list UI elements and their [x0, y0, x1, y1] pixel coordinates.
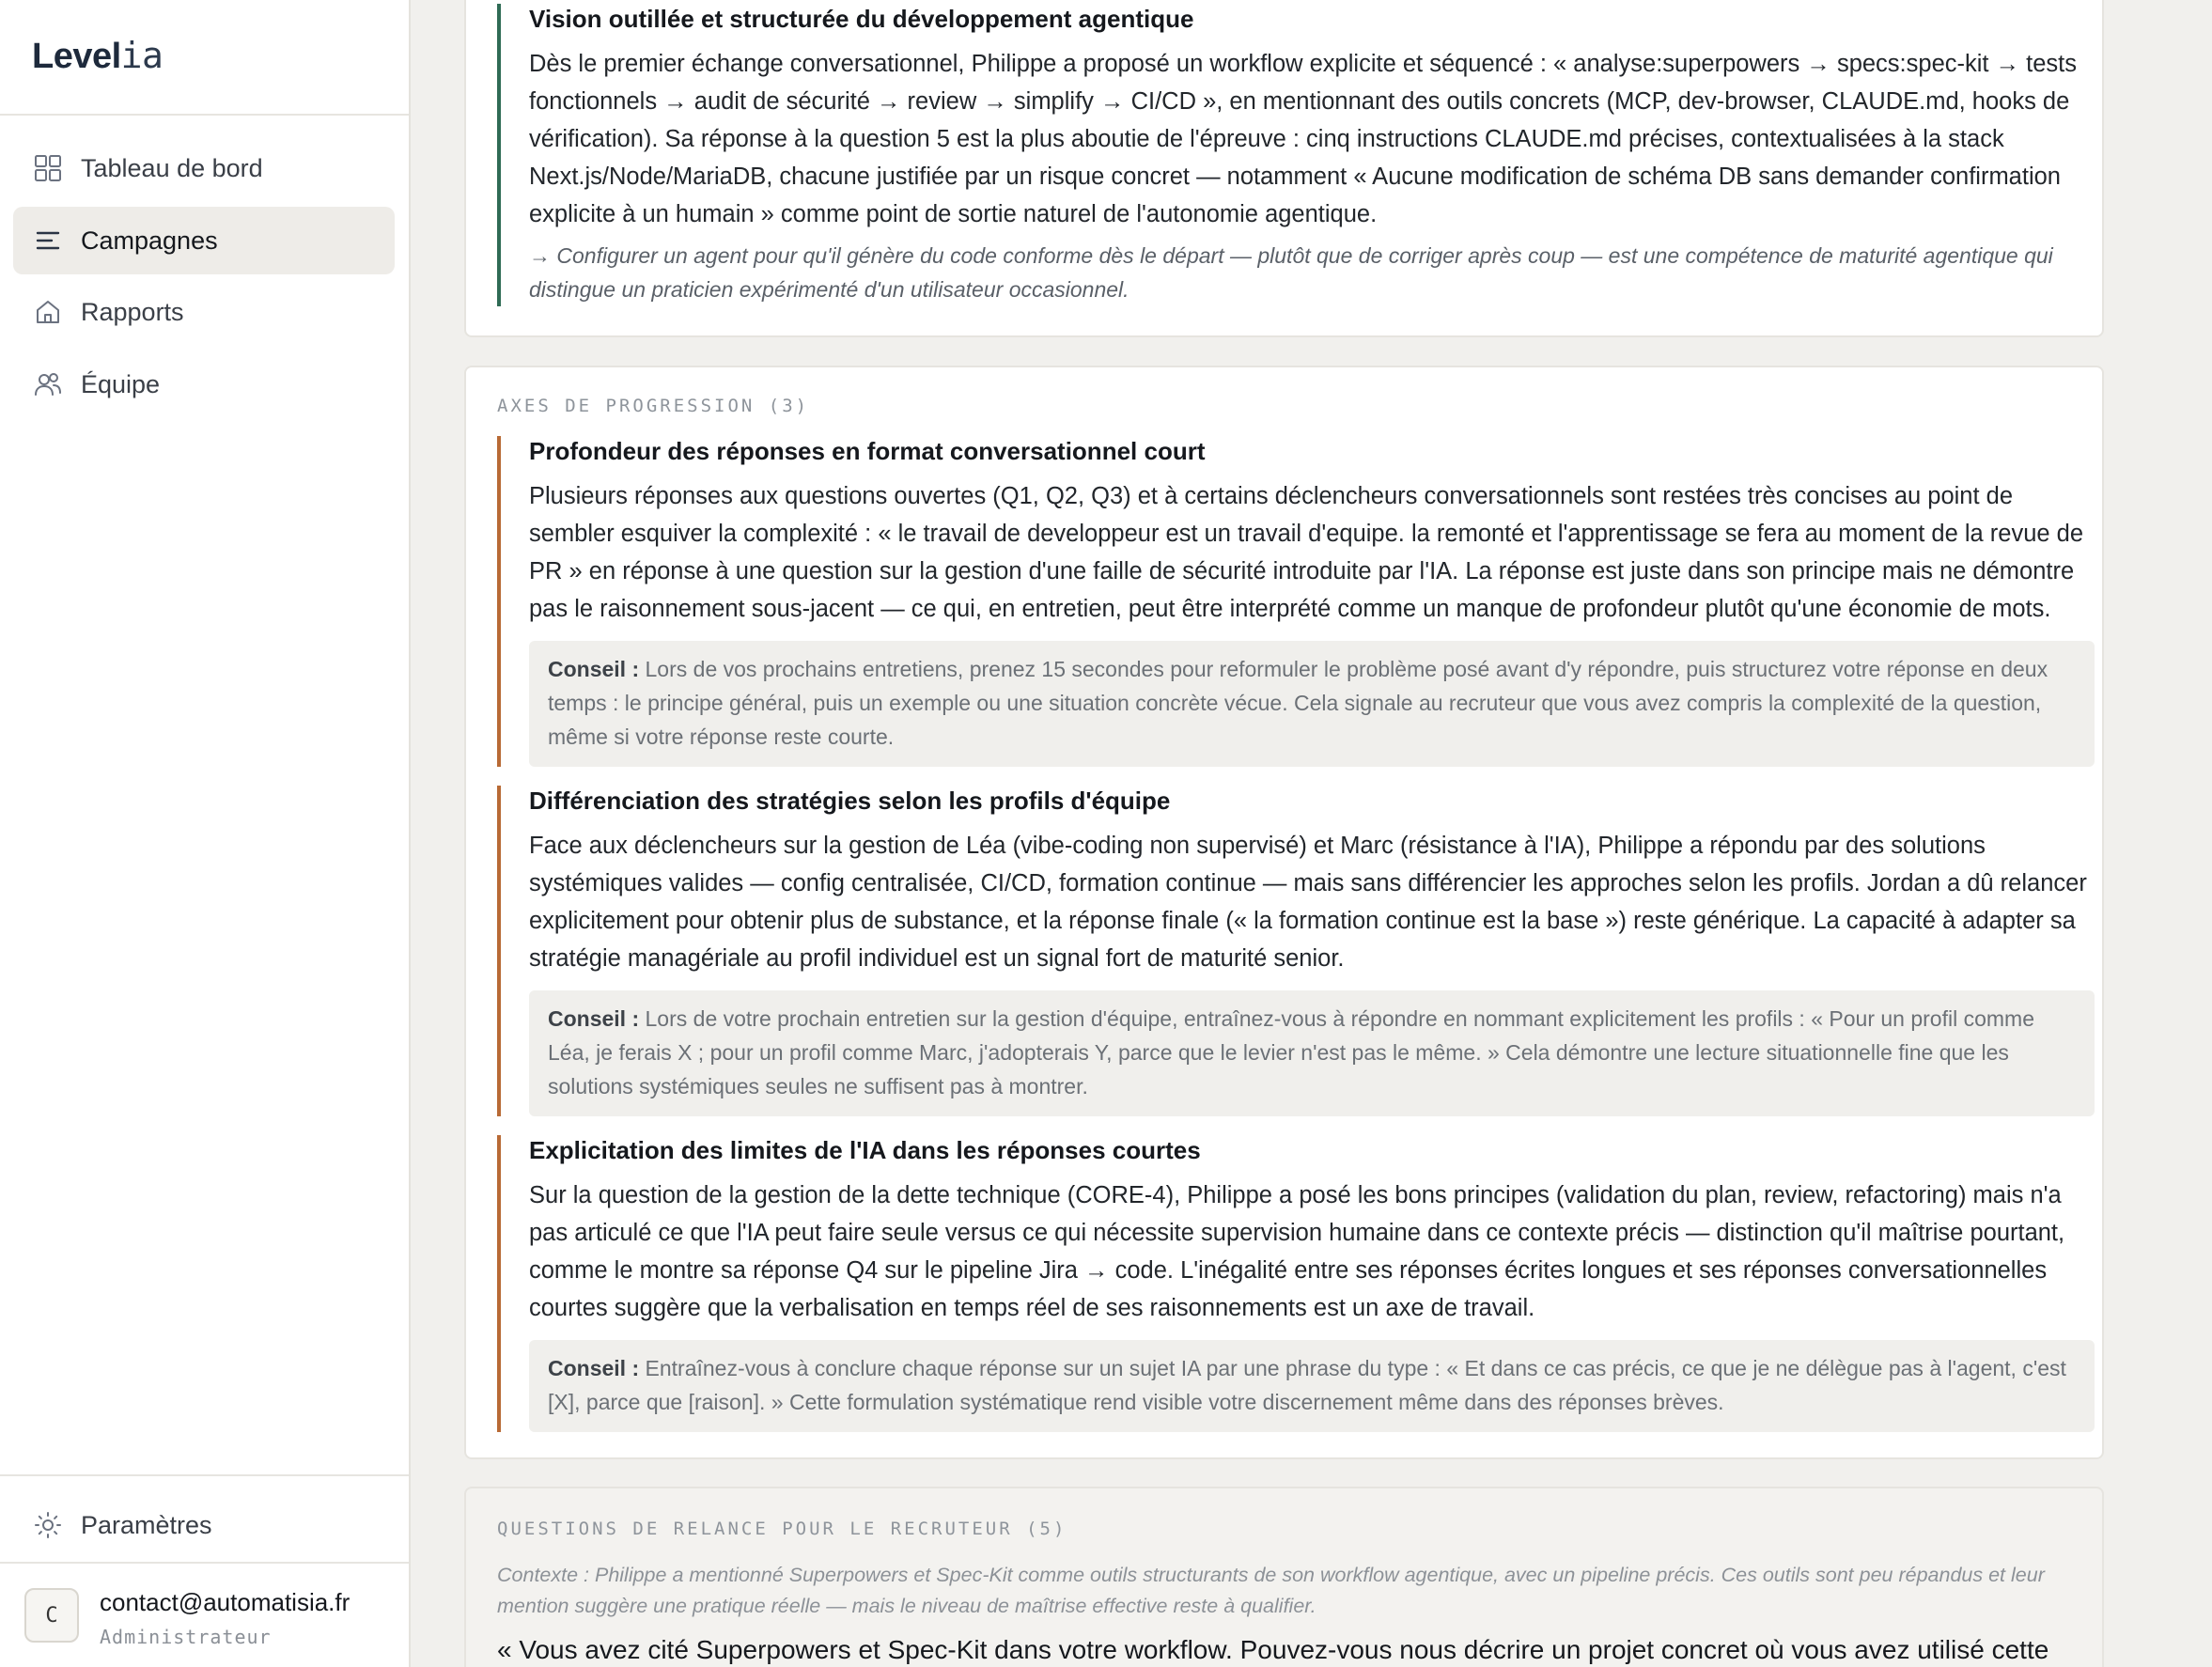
- settings-sun-icon: [32, 1509, 64, 1541]
- strengths-card: [464, 0, 2104, 337]
- logo-main-text: Level: [32, 37, 121, 76]
- nav-item-settings[interactable]: [13, 1491, 395, 1559]
- progression-item-title: Profondeur des réponses en format conversationnel court: [529, 437, 1206, 465]
- user-account-block[interactable]: [0, 1564, 409, 1667]
- nav-label-dashboard: Tableau de bord: [81, 153, 263, 182]
- logo-suffix-text: ia: [120, 35, 164, 76]
- nav-label-team: Équipe: [81, 369, 161, 398]
- progression-item-title: Explicitation des limites de l'IA dans les réponses courtes: [529, 1136, 1201, 1164]
- progression-item: [497, 786, 2095, 1116]
- nav-label-settings: Paramètres: [81, 1510, 212, 1539]
- advice-text: Entraînez-vous à conclure chaque réponse sur un sujet IA par une phrase du type : « Et dans ce cas précis, ce que je ne délègue pas à l'agent, c'est [X], parce que [raison]. » Cette formulation systématique rend visible votre discernement même dans des réponses brèves.: [548, 1355, 2066, 1414]
- list-lines-icon: [32, 225, 64, 257]
- advice-text: Lors de vos prochains entretiens, prenez 15 secondes pour reformuler le problème posé avant d'y répondre, puis structurez votre réponse en deux temps : le principe général, puis un exemple ou une situation concrète vécue. Cela signale au recruteur que vous avez compris la complexité de la question, même si votre réponse reste courte.: [548, 656, 2048, 749]
- advice-box: [529, 1340, 2095, 1432]
- nav-item-dashboard[interactable]: [13, 134, 395, 202]
- avatar: C: [24, 1588, 79, 1643]
- progression-heading: AXES DE PROGRESSION (3): [497, 396, 810, 416]
- home-icon: [32, 296, 64, 328]
- progression-item: [497, 1135, 2095, 1432]
- nav-item-team[interactable]: [13, 351, 395, 418]
- nav-label-campaigns: Campagnes: [81, 226, 218, 255]
- strength-note: → Configurer un agent pour qu'il génère du code conforme dès le départ — plutôt que de corriger après coup — est une compétence de maturité agentique qui distingue un praticien expérimenté d'un utilisateur occasionnel.: [529, 242, 2053, 302]
- progression-item-body: Sur la question de la gestion de la dette technique (CORE-4), Philippe a posé les bons principes (validation du plan, review, refactoring) mais n'a pas articulé ce que l'IA peut faire seule versus ce qui nécessite supervision humaine dans ce contexte précis — distinction qu'il maîtrise pourtant, comme le montre sa réponse Q4 sur le pipeline Jira → code. L'inégalité entre ses réponses écrites longues et ses réponses conversationnelles courtes suggère que la verbalisation en temps réel de ses raisonnements est un axe de travail.: [529, 1181, 2065, 1321]
- sidebar: [0, 0, 411, 1667]
- app-logo[interactable]: [32, 35, 164, 76]
- nav-label-reports: Rapports: [81, 297, 184, 326]
- strength-item: [497, 4, 2095, 306]
- progression-item-title: Différenciation des stratégies selon les profils d'équipe: [529, 787, 1171, 815]
- nav-item-reports[interactable]: [13, 278, 395, 346]
- advice-label: Conseil :: [548, 1355, 640, 1380]
- advice-label: Conseil :: [548, 1005, 640, 1031]
- followup-question: « Vous avez cité Superpowers et Spec-Kit dans votre workflow. Pouvez-vous nous décrire un projet concret où vous avez utilisé cette: [497, 1635, 2049, 1664]
- progression-card: [464, 366, 2104, 1459]
- team-icon: [32, 368, 64, 400]
- advice-text: Lors de votre prochain entretien sur la gestion d'équipe, entraînez-vous à répondre en nommant explicitement les profils : « Pour un profil comme Léa, je ferais X ; pour un profil comme Marc, j'adopterais Y, parce que le levier n'est pas le même. » Cela démontre une lecture situationnelle fine que les solutions systémiques seules ne suffisent pas à montrer.: [548, 1005, 2034, 1098]
- advice-box: [529, 641, 2095, 767]
- progression-item-body: Plusieurs réponses aux questions ouvertes (Q1, Q2, Q3) et à certains déclencheurs conversationnels sont restées très concises au point de sembler esquiver la complexité : « le travail de developpeur est un travail d'equipe. la remonté et l'apprentissage se fera au moment de la revue de PR » en réponse à une question sur la gestion d'une faille de sécurité introduite par l'IA. La réponse est juste dans son principe mais ne démontre pas le raisonnement sous-jacent — ce qui, en entretien, peut être interprété comme un manque de profondeur plutôt qu'une économie de mots.: [529, 482, 2084, 622]
- followup-heading: QUESTIONS DE RELANCE POUR LE RECRUTEUR (5): [497, 1519, 1067, 1539]
- followup-context: Contexte : Philippe a mentionné Superpowers et Spec-Kit comme outils structurants de son workflow agentique, avec un pipeline précis. Ces outils sont peu répandus et leur mention suggère une pratique réelle — mais le niveau de maîtrise effective reste à qualifier.: [497, 1564, 2045, 1617]
- advice-box: [529, 990, 2095, 1116]
- strength-body: Dès le premier échange conversationnel, Philippe a proposé un workflow explicite et séquencé : « analyse:superpowers → specs:spec-kit → tests fonctionnels → audit de sécurité → review → simplify → CI/CD », en mentionnant des outils concrets (MCP, dev-browser, CLAUDE.md, hooks de vérification). Sa réponse à la question 5 est la plus aboutie de l'épreuve : cinq instructions CLAUDE.md précises, contextualisées à la stack Next.js/Node/MariaDB, chacune justifiée par un risque concret — notamment « Aucune modification de schéma DB sans demander confirmation explicite à un humain » comme point de sortie naturel de l'autonomie agentique.: [529, 50, 2078, 227]
- nav-item-campaigns[interactable]: [13, 207, 395, 274]
- progression-item: [497, 436, 2095, 767]
- user-role: Administrateur: [100, 1626, 272, 1648]
- advice-label: Conseil :: [548, 656, 640, 681]
- progression-item-body: Face aux déclencheurs sur la gestion de Léa (vibe-coding non supervisé) et Marc (résistance à l'IA), Philippe a répondu par des solutions systémiques valides — config centralisée, CI/CD, formation continue — mais sans différencier les approches selon les profils. Jordan a dû relancer explicitement pour obtenir plus de substance, et la réponse finale (« la formation continue est la base ») reste générique. La capacité à adapter sa stratégie managériale au profil individuel est un signal fort de maturité senior.: [529, 832, 2087, 972]
- followup-questions-card: [464, 1487, 2104, 1667]
- sidebar-divider: [0, 114, 409, 116]
- strength-title: Vision outillée et structurée du développement agentique: [529, 5, 1194, 33]
- user-email: contact@automatisia.fr: [100, 1588, 350, 1616]
- dashboard-grid-icon: [32, 152, 64, 184]
- main-content[interactable]: [411, 0, 2212, 1667]
- sidebar-divider: [0, 1474, 409, 1476]
